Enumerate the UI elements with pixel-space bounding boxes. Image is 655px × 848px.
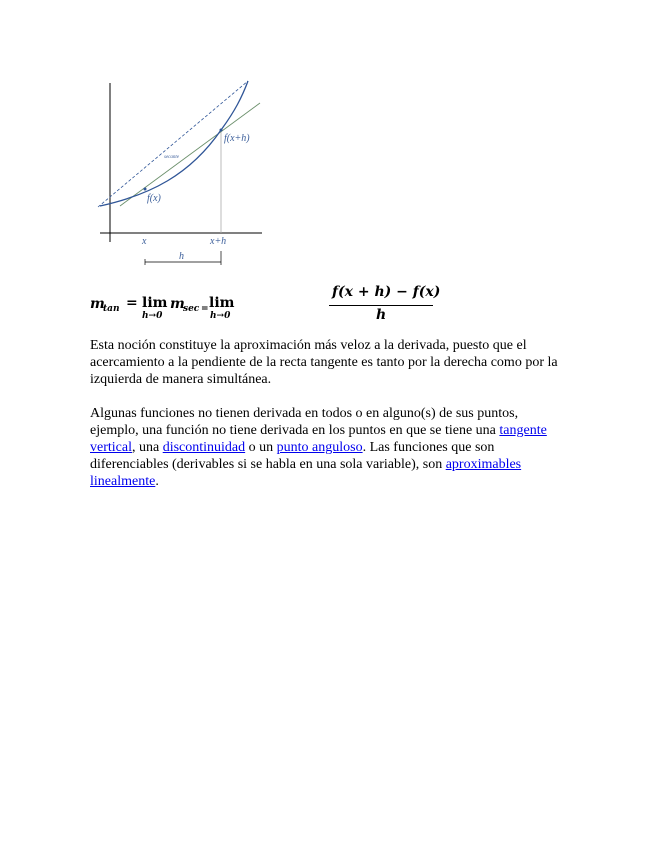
paragraph-2-text-b: , una (131, 440, 163, 455)
link-tangente-vertical[interactable]: tangente vertical (90, 423, 547, 455)
secant-line (120, 103, 260, 206)
paragraph-2 (90, 405, 570, 490)
label-fx: f(x) (147, 193, 161, 204)
label-x: x (142, 236, 147, 247)
paragraph-2-text-e: . (155, 474, 159, 489)
derivative-figure (90, 75, 275, 270)
formula-equals: = (126, 295, 138, 311)
paragraph-2-text-d: . Las funciones que son diferenciables (derivables si se habla en una sola variable), son (90, 440, 495, 472)
label-h: h (179, 251, 184, 262)
label-xh: x+h (210, 236, 227, 247)
formula-equals-2: = (201, 304, 209, 314)
formula-lim-2: lim (209, 295, 235, 311)
formula-m: m (90, 296, 105, 312)
tangent-line (98, 81, 248, 207)
formula-tan-subscript: tan (103, 304, 120, 314)
link-punto-anguloso[interactable]: punto anguloso (276, 440, 363, 455)
point-fx (144, 188, 147, 191)
formula-denominator: h (376, 307, 387, 323)
paragraph-1: Esta noción constituye la aproximación más veloz a la derivada, puesto que el acercamiento a la pendiente de la recta tangente es tanto por la derecha como por la izquierda de manera simultánea. (90, 338, 558, 387)
formula-lim-2-subscript: h→0 (210, 311, 231, 321)
formula-fraction-line (329, 305, 433, 306)
link-aproximables-linealmente[interactable]: aproximables linealmente (90, 457, 522, 489)
formula-sec-subscript: sec (183, 304, 200, 314)
formula-numerator: f(x + h) − f(x) (332, 284, 441, 300)
paragraph-2-text-a: Algunas funciones no tienen derivada en todos o en alguno(s) de sus puntos, ejemplo, una función no tiene derivada en los puntos en que se tiene una (90, 406, 519, 438)
formula-lim-1: lim (142, 295, 168, 311)
formula-m-2: m (170, 296, 185, 312)
point-fxh (220, 129, 223, 132)
formula-lim-1-subscript: h→0 (142, 311, 163, 321)
paragraph-2-text-c: o un (245, 440, 277, 455)
label-fxh: f(x+h) (224, 133, 250, 144)
label-secant: secante (164, 155, 179, 160)
link-discontinuidad[interactable]: discontinuidad (162, 440, 246, 455)
